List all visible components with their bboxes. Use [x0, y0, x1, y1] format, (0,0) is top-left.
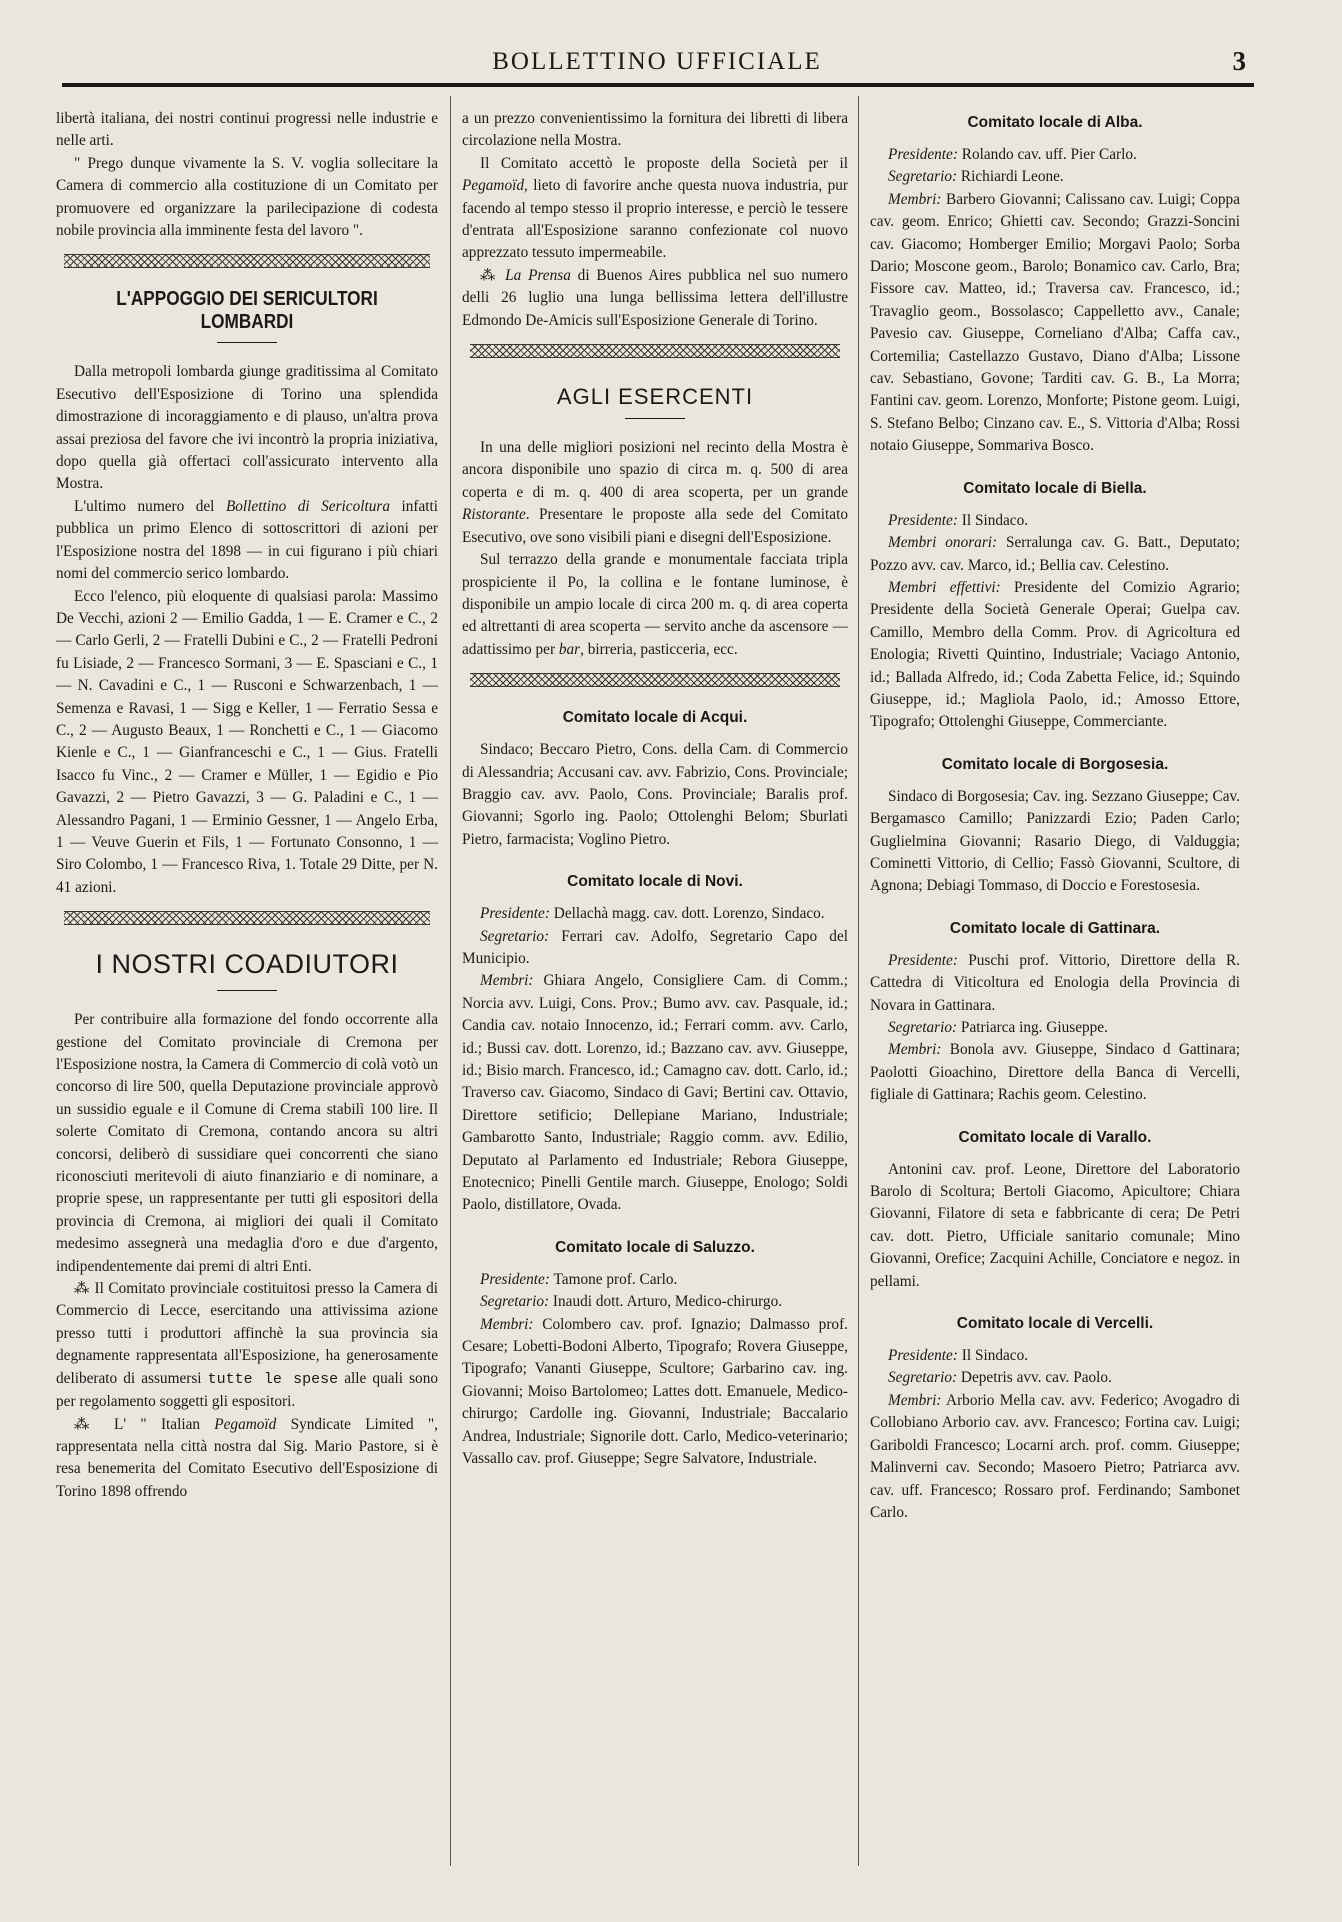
column-2	[462, 108, 848, 1471]
section-heading: L'APPOGGIO DEI SERICULTORI LOMBARDI	[116, 288, 378, 334]
paragraph: Sindaco; Beccaro Pietro, Cons. della Cam. di Commercio di Alessandria; Accusani cav. avv. Fabrizio, Cons. Provinciale; Braggio cav. avv. Paolo, Cons. Provinciale; Baralis prof. Giovanni; Sgorlo ing. Paolo; Ottolenghi Belom; Sburlati Pietro, farmacista; Voglino Pietro.	[462, 741, 848, 848]
paragraph: Il Comitato accettò le proposte della Società per il Pegamoïd, lieto di favorire anche questa nuova industria, pur facendo al tempo stesso il proprio interesse, e perciò le tessere d'entrata all'Esposizione saranno confezionate col nuovo apprezzato tessuto impermeabile.	[462, 154, 848, 262]
committee-heading: Comitato locale di Saluzzo.	[555, 1238, 755, 1256]
column-divider	[858, 96, 859, 1866]
paragraph: Presidente: Tamone prof. Carlo.	[480, 1270, 678, 1288]
ornamental-divider	[470, 344, 840, 358]
committee-heading: Comitato locale di Novi.	[567, 873, 743, 891]
paragraph: Per contribuire alla formazione del fondo occorrente alla gestione del Comitato provinciale di Cremona per l'Esposizione nostra, la Camera di Commercio di colà votò un concorso di lire 500, quella Deputazione provinciale approvò un sussidio eguale e il Comune di Crema stabilì 100 lire. Il solerte Comitato di Cremona, contando ancora su altri concorsi, deliberò di sussidiare quei concorrenti che siano riconosciuti meritevoli di aiuto finanziario e di nominare, a proprie spese, un rappresentante per tutti gli espositori della provincia di Cremona, ai migliori dei quali il Comitato medesimo assegnerà una medaglia d'oro e due d'argento, indipendentemente dai premi di altri Enti.	[56, 1011, 438, 1275]
committee-heading: Comitato locale di Acqui.	[562, 709, 748, 727]
paragraph: libertà italiana, dei nostri continui progressi nelle industrie e nelle arti.	[56, 110, 438, 150]
paragraph: Segretario: Patriarca ing. Giuseppe.	[888, 1019, 1108, 1036]
committee-heading: Comitato locale di Gattinara.	[949, 919, 1161, 937]
ornamental-divider	[64, 911, 430, 925]
committee-heading: Comitato locale di Borgosesia.	[941, 755, 1169, 773]
paragraph: Sindaco di Borgosesia; Cav. ing. Sezzano Giuseppe; Cav. Bergamasco Camillo; Panizzardi Ezio; Paden Carlo; Guglielmina Giovanni; Rasario Diego, di Valduggia; Cominetti Vittorio, di Cellio; Fassò Giovanni, Scultore, di Agnona; Debiagi Tommaso, di Doccio e Forestosesia.	[870, 787, 1240, 895]
heading-rule	[217, 990, 277, 991]
page-title: BOLLETTINO UFFICIALE	[492, 48, 822, 75]
paragraph: Presidente: Puschi prof. Vittorio, Direttore della R. Cattedra di Viticoltura ed Enologia della Provincia di Novara in Gattinara.	[870, 951, 1240, 1014]
paragraph: ⁂ L' " Italian Pegamoïd Syndicate Limited ", rappresentata nella città nostra dal Sig. Mario Pastore, si è resa benemerita del Comitato Esecutivo dell'Esposizione di Torino 1898 offrendo	[56, 1415, 438, 1500]
column-3	[870, 108, 1240, 1524]
paragraph: Membri: Colombero cav. prof. Ignazio; Dalmasso prof. Cesare; Lobetti-Bodoni Alberto, Tipografo; Rovera Giuseppe, Tipografo; Vananti Giuseppe, Scultore; Garbarino cav. ing. Giovanni; Moiso Bartolomeo; Lattes dott. Emanuele, Medico-chirurgo; Cardolle ing. Giovanni, Industriale; Baccalario Andrea, Industriale; Signorile dott. Carlo, Medico-veterinario; Vassallo cav. prof. Giuseppe; Segre Salvatore, Industriale.	[462, 1315, 848, 1468]
paragraph: Presidente: Il Sindaco.	[888, 1347, 1029, 1365]
paragraph: Membri: Ghiara Angelo, Consigliere Cam. di Comm.; Norcia avv. Luigi, Cons. Prov.; Bumo avv. cav. Pasquale, id.; Candia cav. notaio Innocenzo, id.; Ferrari comm. avv. Carlo, id.; Bussi cav. dott. Lorenzo, id.; Bazzano cav. avv. Giuseppe, id.; Bisio march. Francesco, id.; Camagno cav. dott. Carlo, id.; Traverso cav. Giacomo, Sindaco di Gavi; Bertini cav. Ottavio, Direttore setificio; Dellepiane Mariano, Industriale; Gambarotto Santo, Industriale; Raggio comm. avv. Edilio, Deputato al Parlamento ed Industriale; Rebora Giuseppe, Enotecnico; Pinelli Gentile march. Giuseppe, Enologo; Soldi Paolo, distillatore, Ovada.	[462, 972, 848, 1214]
paragraph: ⁂ Il Comitato provinciale costituitosi presso la Camera di Commercio di Lecce, esercitando una attivissima azione presso tutti i produttori affinchè la sua provincia sia degnamente rappresentata all'Esposizione, ha generosamente deliberato di assumersi tutte le spese alle quali sono per regolamento soggetti gli espositori.	[56, 1280, 438, 1411]
ornamental-divider	[470, 673, 840, 687]
paragraph: Presidente: Il Sindaco.	[888, 511, 1029, 529]
column-1	[56, 108, 438, 1503]
paragraph: Antonini cav. prof. Leone, Direttore del Laboratorio Barolo di Scoltura; Bertoli Giacomo, Apicultore; Chiara Giovanni, Filatore di seta e fabbricante di cera; De Petri cav. dott. Pietro, Ufficiale sanitario comunale; Mino Giovanni, Orefice; Zacquini Achille, Conciatore e negoz. in pellami.	[870, 1160, 1240, 1290]
paragraph: L'ultimo numero del Bollettino di Sericoltura infatti pubblica un primo Elenco di sottoscrittori di azioni per l'Esposizione nostra del 1898 — in cui figurano i più chiari nomi del commercio serico lombardo.	[56, 497, 439, 583]
paragraph: a un prezzo convenientissimo la fornitura dei libretti di libera circolazione nella Mostra.	[462, 110, 848, 150]
paragraph: Segretario: Depetris avv. cav. Paolo.	[888, 1369, 1112, 1387]
page-number: 3	[1232, 46, 1246, 76]
paragraph: Segretario: Richiardi Leone.	[888, 168, 1064, 186]
header-rule	[62, 83, 1254, 87]
heading-rule	[625, 418, 685, 419]
paragraph: Membri onorari: Serralunga cav. G. Batt., Deputato; Pozzo avv. cav. Marco, id.; Bellia cav. Celestino.	[870, 534, 1240, 574]
paragraph: In una delle migliori posizioni nel recinto della Mostra è ancora disponibile uno spazio di circa m. q. 500 di area coperta e di m. q. 400 di area scoperta, per un grande Ristorante. Presentare le proposte alla sede del Comitato Esecutivo, ove sono visibili piani e disegni dell'Esposizione.	[462, 439, 848, 546]
paragraph: Sul terrazzo della grande e monumentale facciata tripla prospiciente il Po, la collina e le fontane luminose, è disponibile un ampio locale di circa 200 m. q. di area coperta ed altrettanti di area scoperta — servito anche da ascensore — adattissimo per bar, birreria, pasticceria, ecc.	[462, 551, 848, 658]
paragraph: Segretario: Inaudi dott. Arturo, Medico-chirurgo.	[480, 1293, 783, 1311]
paragraph: Presidente: Rolando cav. uff. Pier Carlo.	[888, 146, 1137, 163]
section-heading: AGLI ESERCENTI	[556, 384, 754, 410]
paragraph: Ecco l'elenco, più eloquente di qualsiasi parola: Massimo De Vecchi, azioni 2 — Emilio Gadda, 1 — E. Cramer e C., 2 — Carlo Gerli, 2 — Fratelli Dubini e C., 2 — Fratelli Pedroni fu Lisiade, 2 — Francesco Sormani, 3 — E. Spasciani e C., 1 — N. Cavadini e C., 1 — Rusconi e Schwarzenbach, 1 — Semenza e Ravasi, 1 — Sigg e Keller, 1 — Ferratio Sessa e C., 2 — Augusto Beaux, 1 — Ronchetti e C., 1 — Giacomo Kienle e C., 1 — Gianfranceschi e C., 1 — Gius. Fratelli Isacco fu Vinc., 2 — Cramer e Müller, 1 — Egidio e Pio Gavazzi, 2 — Pietro Gavazzi, 3 — G. Paladini e C., 1 — Alessandro Pagani, 1 — Erminio Gessner, 1 — Angelo Erba, 1 — Veuve Guerin et Fils, 1 — Fortunato Consonno, 1 — Siro Colombo, 1 — Francesco Riva, 1. Totale 29 Ditte, per N. 41 azioni.	[56, 587, 438, 896]
paragraph: Membri: Arborio Mella cav. avv. Federico; Avogadro di Collobiano Arborio cav. avv. Francesco; Fortina cav. Luigi; Gariboldi Francesco; Locarni arch. prof. comm. Giuseppe; Malinverni cav. Secondo; Masoero Pietro; Patriarca avv. cav. uff. Francesco; Rossaro prof. Ferdinando; Sambonet Carlo.	[870, 1391, 1240, 1521]
committee-heading: Comitato locale di Alba.	[967, 114, 1143, 131]
paragraph: " Prego dunque vivamente la S. V. voglia sollecitare la Camera di commercio alla costituzione di un Comitato per promuovere ed organizzare la parilecipazione di codesta nobile provincia alla imminente festa del lavoro ".	[56, 154, 438, 240]
page-header	[62, 46, 1252, 86]
committee-heading: Comitato locale di Biella.	[963, 479, 1147, 497]
paragraph: Presidente: Dellachà magg. cav. dott. Lorenzo, Sindaco.	[480, 905, 825, 923]
paragraph: Membri effettivi: Presidente del Comizio Agrario; Presidente della Società Generale Operai; Guelpa cav. Camillo, Membro della Comm. Prov. di Agricoltura ed Enologia; Rivetti Quintino, Industriale; Vaciago Antonio, id.; Ballada Alfredo, id.; Coda Zabetta Felice, id.; Squindo Giuseppe, id.; Magliola Paolo, id.; Amosso Ettore, Tipografo; Ottolenghi Giuseppe, Commerciante.	[870, 578, 1240, 731]
column-divider	[450, 96, 451, 1866]
paragraph: Segretario: Ferrari cav. Adolfo, Segretario Capo del Municipio.	[462, 927, 848, 967]
committee-heading: Comitato locale di Vercelli.	[956, 1315, 1154, 1333]
section-heading: I NOSTRI COADIUTORI	[95, 949, 399, 980]
ornamental-divider	[64, 254, 430, 268]
paragraph: Membri: Barbero Giovanni; Calissano cav. Luigi; Coppa cav. geom. Enrico; Ghietti cav. Secondo; Grazzi-Soncini cav. Giacomo; Homberger Emilio; Morgavi Paolo; Sorba Dario; Moscone geom., Barolo; Bonamico cav. Carlo, Bra; Fissore cav. Matteo, id.; Traversa cav. Francesco, id.; Travaglio geom., Bossolasco; Cappelletto avv., Canale; Pavesio cav. Giuseppe, Corneliano d'Alba; Caffa cav., Cortemilia; Castellazzo Gustavo, Diano d'Alba; Lissone cav. Sebastiano, Govone; Tarditi cav. G. B., La Morra; Fantini cav. geom. Lorenzo, Monforte; Pistone geom. Luigi, S. Stefano Belbo; Cinzano cav. E., S. Vittoria d'Alba; Rossi notaio Giuseppe, Sommariva Bosco.	[870, 190, 1240, 455]
heading-rule	[217, 342, 277, 343]
paragraph: Dalla metropoli lombarda giunge graditissima al Comitato Esecutivo dell'Esposizione di Torino una splendida dimostrazione di incoraggiamento e di plauso, un'altra prova assai preziosa del favore che ivi incontrò la propria iniziativa, dopo quella già offertaci coll'assicurato intervento alla Mostra.	[56, 363, 438, 493]
paragraph: ⁂ La Prensa di Buenos Aires pubblica nel suo numero delli 26 luglio una lunga bellissima lettera dell'illustre Edmondo De-Amicis sull'Esposizione Generale di Torino.	[462, 266, 849, 329]
paragraph: Membri: Bonola avv. Giuseppe, Sindaco d Gattinara; Paolotti Gioachino, Direttore della Banca di Vercelli, figliale di Gattinara; Rachis geom. Celestino.	[870, 1041, 1240, 1104]
committee-heading: Comitato locale di Varallo.	[958, 1128, 1152, 1146]
